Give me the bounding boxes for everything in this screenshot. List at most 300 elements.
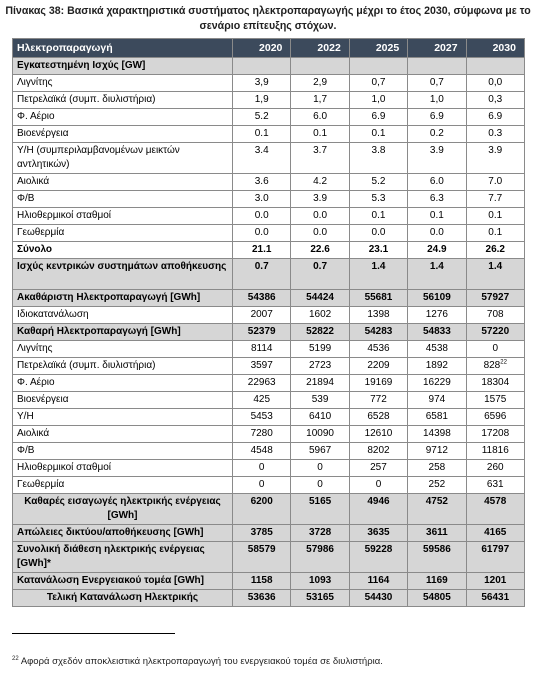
value-text: 0.1 <box>313 128 328 139</box>
value-text: 6596 <box>484 411 507 422</box>
value-text: 54283 <box>364 326 393 337</box>
value-cell <box>466 409 524 426</box>
value-text: 1602 <box>308 309 332 320</box>
value-text: 54424 <box>306 292 334 303</box>
value-cell <box>233 225 291 242</box>
value-text: 0.0 <box>313 210 328 221</box>
value-cell <box>291 341 349 358</box>
value-text: 5.2 <box>371 176 386 187</box>
value-text: 22.6 <box>310 244 330 255</box>
value-cell <box>349 358 407 375</box>
value-cell <box>233 590 291 607</box>
value-text: 3.9 <box>429 145 444 156</box>
value-cell <box>233 126 291 143</box>
value-cell <box>349 126 407 143</box>
value-cell <box>233 494 291 525</box>
value-text: 0 <box>317 479 323 490</box>
value-text: 0.0 <box>313 227 328 238</box>
value-text: 3785 <box>250 527 273 538</box>
value-text: 19169 <box>364 377 393 388</box>
row-label: Συνολική διάθεση ηλεκτρικής ενέργειας [GWh]* <box>13 542 233 573</box>
value-text: 23.1 <box>368 244 389 255</box>
value-text: 0 <box>258 462 265 473</box>
value-text: 828 <box>483 360 501 371</box>
value-cell <box>233 573 291 590</box>
value-cell <box>349 290 407 307</box>
value-text: 56431 <box>481 592 510 603</box>
value-text: 14398 <box>422 428 451 439</box>
value-cell <box>291 92 349 109</box>
table-row <box>13 174 525 191</box>
value-cell <box>466 525 524 542</box>
value-cell <box>466 208 524 225</box>
row-label: Τελική Κατανάλωση Ηλεκτρικής <box>13 590 233 607</box>
value-text: 0,7 <box>371 77 386 88</box>
value-cell <box>349 307 407 324</box>
value-cell <box>349 324 407 341</box>
value-text: 9712 <box>425 445 448 456</box>
value-cell <box>291 358 349 375</box>
value-text: 1164 <box>367 575 390 586</box>
value-text: 1.4 <box>371 261 386 272</box>
value-cell <box>408 58 466 75</box>
value-text: 2723 <box>308 360 332 371</box>
caption-line-2: σενάριο επίτευξης στόχων. <box>199 20 337 32</box>
value-text: 18304 <box>481 377 510 388</box>
table-row <box>13 392 525 409</box>
value-cell <box>349 542 407 573</box>
value-cell <box>291 477 349 494</box>
table-row <box>13 126 525 143</box>
value-cell <box>233 174 291 191</box>
value-cell <box>466 477 524 494</box>
value-cell <box>466 126 524 143</box>
value-cell <box>349 426 407 443</box>
value-text: 1201 <box>484 575 507 586</box>
value-text: 1892 <box>425 360 448 371</box>
row-label: Καθαρές εισαγωγές ηλεκτρικής ενέργειας [GWh] <box>13 494 233 525</box>
header-cell-year: 2030 <box>466 39 524 58</box>
value-text: 21894 <box>306 377 334 388</box>
value-cell <box>408 341 466 358</box>
table-row <box>13 242 525 259</box>
row-label: Εγκατεστημένη Ισχύς [GW] <box>13 58 233 75</box>
value-cell <box>233 191 291 208</box>
value-text: 57220 <box>481 326 510 337</box>
value-cell <box>291 58 349 75</box>
value-cell <box>349 109 407 126</box>
value-cell <box>466 324 524 341</box>
value-cell <box>233 409 291 426</box>
value-text: 57986 <box>306 544 334 555</box>
value-cell <box>408 460 466 477</box>
value-cell <box>233 75 291 92</box>
table-row <box>13 58 525 75</box>
value-text: 0.3 <box>488 128 503 139</box>
row-label: Απώλειες δικτύου/αποθήκευσης [GWh] <box>13 525 233 542</box>
value-cell <box>233 324 291 341</box>
footnote-separator <box>12 633 175 634</box>
value-text: 7.0 <box>488 176 503 187</box>
value-text: 3.4 <box>254 145 269 156</box>
value-text: 8202 <box>367 445 390 456</box>
value-cell <box>466 542 524 573</box>
value-cell <box>291 290 349 307</box>
table-row <box>13 324 525 341</box>
value-text: 258 <box>428 462 446 473</box>
value-cell <box>233 443 291 460</box>
value-cell <box>466 174 524 191</box>
value-cell <box>408 109 466 126</box>
value-cell <box>233 477 291 494</box>
value-cell <box>291 494 349 525</box>
row-label: Αιολικά <box>13 426 233 443</box>
value-text: 54430 <box>364 592 393 603</box>
value-cell <box>408 126 466 143</box>
value-text: 58579 <box>247 544 276 555</box>
value-text: 4165 <box>484 527 507 538</box>
value-cell <box>349 392 407 409</box>
value-text: 3635 <box>367 527 390 538</box>
value-text: 0,0 <box>488 77 503 88</box>
value-cell <box>233 58 291 75</box>
table-row <box>13 259 525 290</box>
value-text: 425 <box>253 394 271 405</box>
value-text: 17208 <box>481 428 510 439</box>
row-label: Φ/Β <box>13 443 233 460</box>
value-text: 54805 <box>422 592 451 603</box>
table-row <box>13 426 525 443</box>
table-row <box>13 92 525 109</box>
value-cell <box>349 208 407 225</box>
row-label: Υ/Η (συμπεριλαμβανομένων μεικτών αντλητικών) <box>13 143 233 174</box>
value-text: 3597 <box>250 360 273 371</box>
value-text: 53636 <box>247 592 276 603</box>
row-label: Αιολικά <box>13 174 233 191</box>
value-cell <box>349 225 407 242</box>
value-text: 6.3 <box>429 193 444 204</box>
value-text: 5199 <box>308 343 332 354</box>
value-cell <box>466 307 524 324</box>
value-text: 6581 <box>425 411 448 422</box>
value-text: 3728 <box>308 527 332 538</box>
table-row <box>13 477 525 494</box>
row-label: Φ. Αέριο <box>13 109 233 126</box>
value-cell <box>233 426 291 443</box>
value-text: 21.1 <box>251 244 272 255</box>
value-cell <box>349 92 407 109</box>
value-text: 6410 <box>308 411 332 422</box>
value-cell <box>233 242 291 259</box>
table-row <box>13 542 525 573</box>
table-row <box>13 590 525 607</box>
row-label: Πετρελαϊκά (συμπ. διυλιστήρια) <box>13 358 233 375</box>
value-text: 4946 <box>367 496 390 507</box>
value-text: 1,9 <box>254 94 269 105</box>
value-text: 1093 <box>308 575 332 586</box>
value-text: 6528 <box>367 411 390 422</box>
value-cell <box>291 392 349 409</box>
value-text: 3.9 <box>488 145 503 156</box>
value-cell <box>349 525 407 542</box>
value-cell <box>466 191 524 208</box>
value-cell <box>233 259 291 290</box>
value-cell <box>408 307 466 324</box>
value-text: 5453 <box>250 411 273 422</box>
value-cell <box>466 494 524 525</box>
table-row <box>13 409 525 426</box>
value-cell <box>466 242 524 259</box>
value-cell <box>233 525 291 542</box>
value-cell <box>466 573 524 590</box>
table-row <box>13 460 525 477</box>
value-text: 0.0 <box>254 210 269 221</box>
value-cell <box>466 259 524 290</box>
value-cell <box>408 375 466 392</box>
footnote <box>12 656 383 667</box>
row-label: Σύνολο <box>13 242 233 259</box>
value-text: 52822 <box>306 326 334 337</box>
value-cell <box>233 109 291 126</box>
value-cell <box>466 341 524 358</box>
electricity-generation-table <box>12 38 525 607</box>
value-cell <box>349 590 407 607</box>
value-cell <box>349 409 407 426</box>
value-text: 53165 <box>306 592 334 603</box>
value-text: 22963 <box>247 377 276 388</box>
value-text: 0.2 <box>429 128 444 139</box>
value-cell <box>233 375 291 392</box>
row-label: Ακαθάριστη Ηλεκτροπαραγωγή [GWh] <box>13 290 233 307</box>
value-cell <box>408 542 466 573</box>
value-text: 59586 <box>422 544 451 555</box>
table-row <box>13 375 525 392</box>
value-text: 3.6 <box>254 176 269 187</box>
value-text: 6.9 <box>371 111 386 122</box>
row-label: Φ. Αέριο <box>13 375 233 392</box>
value-cell <box>291 143 349 174</box>
table-row <box>13 443 525 460</box>
value-text: 0,7 <box>429 77 444 88</box>
table-row <box>13 191 525 208</box>
row-label: Λιγνίτης <box>13 75 233 92</box>
value-text: 0.1 <box>488 210 503 221</box>
row-label: Γεωθερμία <box>13 225 233 242</box>
value-cell <box>466 392 524 409</box>
value-cell <box>291 126 349 143</box>
value-text: 5.3 <box>371 193 386 204</box>
value-text: 4536 <box>367 343 390 354</box>
value-text: 6.9 <box>488 111 503 122</box>
row-label: Ιδιοκατανάλωση <box>13 307 233 324</box>
value-text: 54833 <box>422 326 451 337</box>
value-text: 0.7 <box>254 261 269 272</box>
value-text: 0.7 <box>313 261 328 272</box>
table-row <box>13 225 525 242</box>
value-cell <box>349 494 407 525</box>
value-text: 1,0 <box>371 94 386 105</box>
table-body <box>13 58 525 607</box>
header-cell-year: 2027 <box>408 39 466 58</box>
value-text: 54386 <box>247 292 276 303</box>
value-text: 1,7 <box>313 94 328 105</box>
value-cell <box>349 143 407 174</box>
value-text: 0 <box>317 462 323 473</box>
value-cell <box>408 409 466 426</box>
row-label: Ηλιοθερμικοί σταθμοί <box>13 208 233 225</box>
value-text: 1.4 <box>488 261 503 272</box>
value-text: 1169 <box>426 575 448 586</box>
value-cell <box>408 494 466 525</box>
value-cell <box>408 143 466 174</box>
value-cell <box>291 174 349 191</box>
value-cell <box>466 443 524 460</box>
value-text: 3.0 <box>254 193 269 204</box>
value-cell <box>408 392 466 409</box>
value-cell <box>349 460 407 477</box>
value-cell <box>408 477 466 494</box>
value-text: 1276 <box>425 309 448 320</box>
value-text: 56109 <box>422 292 451 303</box>
value-text: 260 <box>486 462 504 473</box>
value-cell <box>408 443 466 460</box>
value-cell <box>291 225 349 242</box>
value-text: 3611 <box>426 527 448 538</box>
value-cell <box>291 307 349 324</box>
value-cell <box>466 290 524 307</box>
value-cell <box>291 191 349 208</box>
value-text: 1,0 <box>429 94 444 105</box>
value-text: 1398 <box>367 309 390 320</box>
value-text: 3.7 <box>313 145 328 156</box>
value-cell <box>349 573 407 590</box>
value-cell <box>349 477 407 494</box>
row-label: Λιγνίτης <box>13 341 233 358</box>
value-text: 6.0 <box>429 176 444 187</box>
value-cell <box>233 143 291 174</box>
value-text: 772 <box>370 394 387 405</box>
value-text: 708 <box>486 309 504 320</box>
value-cell <box>291 259 349 290</box>
value-text: 4.2 <box>313 176 328 187</box>
table-row <box>13 341 525 358</box>
value-cell <box>291 109 349 126</box>
value-cell <box>233 460 291 477</box>
footnote-number: 22 <box>12 655 19 662</box>
row-label: Φ/Β <box>13 191 233 208</box>
value-cell <box>466 375 524 392</box>
value-cell <box>291 443 349 460</box>
value-cell <box>466 92 524 109</box>
value-text: 0.0 <box>429 227 444 238</box>
value-cell <box>408 525 466 542</box>
value-cell <box>349 242 407 259</box>
value-text: 0.1 <box>371 128 386 139</box>
value-cell <box>349 259 407 290</box>
footnote-ref: 22 <box>500 359 507 366</box>
value-cell <box>291 375 349 392</box>
value-cell <box>466 590 524 607</box>
value-text: 0.0 <box>371 227 386 238</box>
value-cell <box>408 174 466 191</box>
value-cell <box>291 426 349 443</box>
value-cell <box>466 460 524 477</box>
value-text: 16229 <box>422 377 451 388</box>
value-cell <box>408 324 466 341</box>
table-row <box>13 75 525 92</box>
header-cell-year: 2020 <box>233 39 291 58</box>
value-text: 0.1 <box>488 227 503 238</box>
value-cell <box>291 324 349 341</box>
value-cell <box>466 75 524 92</box>
value-cell <box>291 242 349 259</box>
value-text: 24.9 <box>427 244 447 255</box>
value-cell <box>291 75 349 92</box>
value-cell <box>408 426 466 443</box>
value-cell <box>233 341 291 358</box>
value-cell <box>233 290 291 307</box>
value-text: 59228 <box>364 544 393 555</box>
value-cell <box>408 290 466 307</box>
value-cell <box>466 58 524 75</box>
value-cell <box>233 358 291 375</box>
row-label: Βιοενέργεια <box>13 126 233 143</box>
value-text: 3,9 <box>254 77 269 88</box>
value-text: 257 <box>370 462 387 473</box>
header-cell-year: 2025 <box>349 39 407 58</box>
value-text: 10090 <box>306 428 334 439</box>
value-text: 974 <box>428 394 446 405</box>
value-cell <box>408 259 466 290</box>
value-cell <box>349 75 407 92</box>
value-text: 2007 <box>250 309 273 320</box>
value-text: 2209 <box>367 360 390 371</box>
value-text: 1575 <box>484 394 507 405</box>
value-text: 5165 <box>308 496 332 507</box>
value-text: 539 <box>311 394 329 405</box>
value-text: 12610 <box>364 428 393 439</box>
row-label: Πετρελαϊκά (συμπ. διυλιστήρια) <box>13 92 233 109</box>
header-cell-label: Ηλεκτροπαραγωγή <box>13 39 233 58</box>
value-cell <box>349 191 407 208</box>
value-cell <box>291 208 349 225</box>
value-cell <box>466 225 524 242</box>
value-cell <box>291 409 349 426</box>
value-text: 26.2 <box>485 244 505 255</box>
value-cell <box>408 208 466 225</box>
value-text: 52379 <box>247 326 276 337</box>
value-cell <box>349 58 407 75</box>
value-text: 6.9 <box>429 111 444 122</box>
table-row <box>13 307 525 324</box>
table-row <box>13 208 525 225</box>
value-cell <box>408 242 466 259</box>
table-row <box>13 290 525 307</box>
value-text: 0 <box>258 479 265 490</box>
value-text: 1.4 <box>429 261 444 272</box>
value-cell <box>349 341 407 358</box>
value-text: 4538 <box>425 343 448 354</box>
value-text: 5967 <box>308 445 332 456</box>
value-cell <box>408 92 466 109</box>
value-cell <box>291 525 349 542</box>
value-cell <box>466 109 524 126</box>
value-text: 0.1 <box>371 210 386 221</box>
value-cell <box>466 358 524 375</box>
table-header-row <box>13 39 525 58</box>
value-cell <box>408 590 466 607</box>
value-cell <box>291 573 349 590</box>
